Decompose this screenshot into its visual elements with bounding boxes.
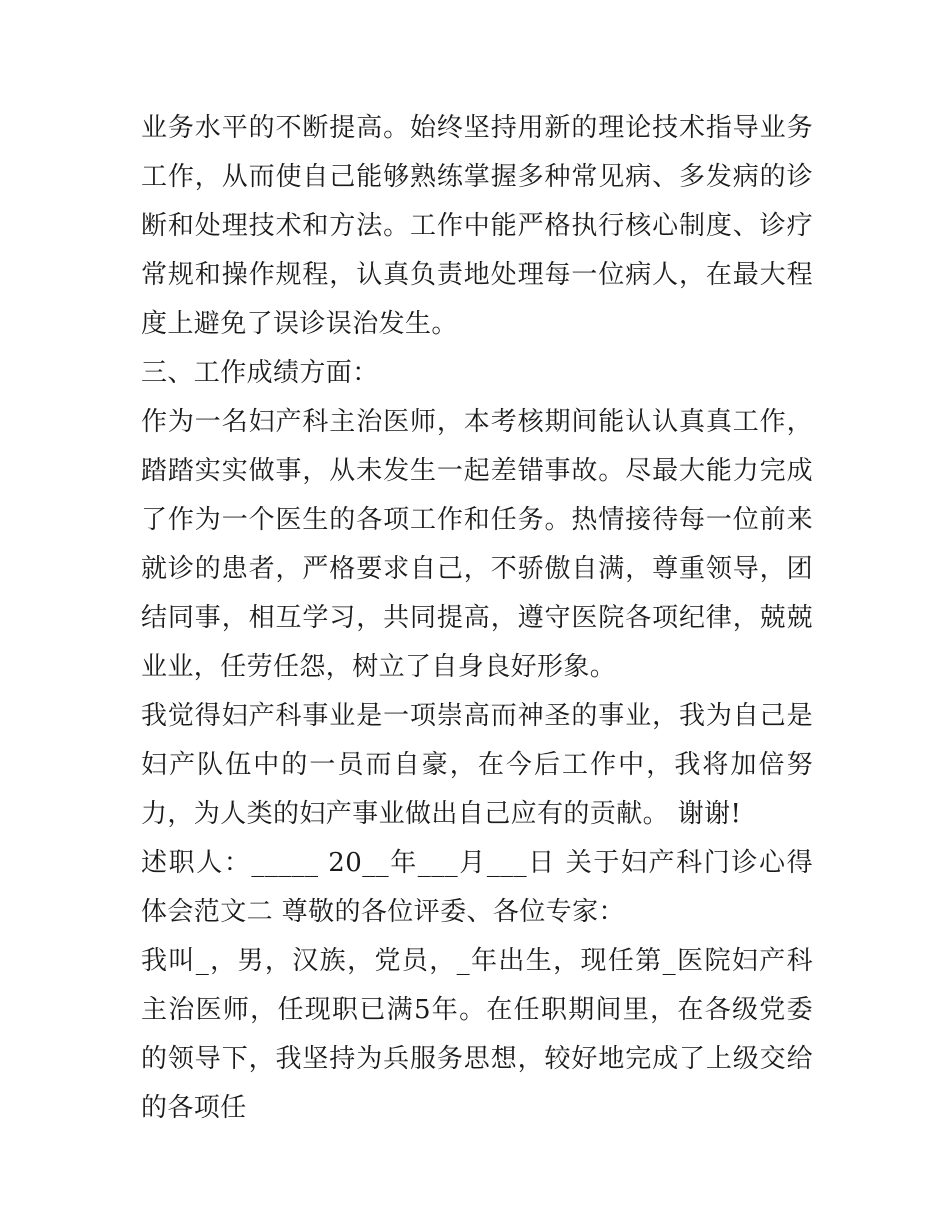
section-heading-achievements: 三、工作成绩方面： xyxy=(141,358,379,388)
paragraph-closing-remarks: 我觉得妇产科事业是一项崇高而神圣的事业，我为自己是妇产队伍中的一员而自豪，在今后工作中，我将加倍努力，为人类的妇产事业做出自己应有的贡献。 谢谢! xyxy=(141,701,813,829)
document-body xyxy=(141,104,813,1133)
paragraph-work-skills: 业务水平的不断提高。始终坚持用新的理论技术指导业务工作，从而使自己能够熟练掌握多种常见病、多发病的诊断和处理技术和方法。工作中能严格执行核心制度、诊疗常规和操作规程，认真负责地处理每一位病人，在最大程度上避免了误诊误治发生。 xyxy=(141,113,813,339)
paragraph-self-introduction: 我叫_，男，汉族，党员，_年出生，现任第_医院妇产科主治医师，任现职已满5年。在任职期间里，在各级党委的领导下，我坚持为兵服务思想，较好地完成了上级交给的各项任 xyxy=(141,946,813,1123)
paragraph-achievements: 作为一名妇产科主治医师，本考核期间能认认真真工作，踏踏实实做事，从未发生一起差错事故。尽最大能力完成了作为一个医生的各项工作和任务。热情接待每一位前来就诊的患者，严格要求自己，不骄傲自满，尊重领导，团结同事，相互学习，共同提高，遵守医院各项纪律，兢兢业业，任劳任怨，树立了自身良好形象。 xyxy=(141,407,813,682)
paragraph-signature-line: 述职人：_____ 20__年___月___日 关于妇产科门诊心得体会范文二 尊敬的各位评委、各位专家： xyxy=(141,848,813,927)
